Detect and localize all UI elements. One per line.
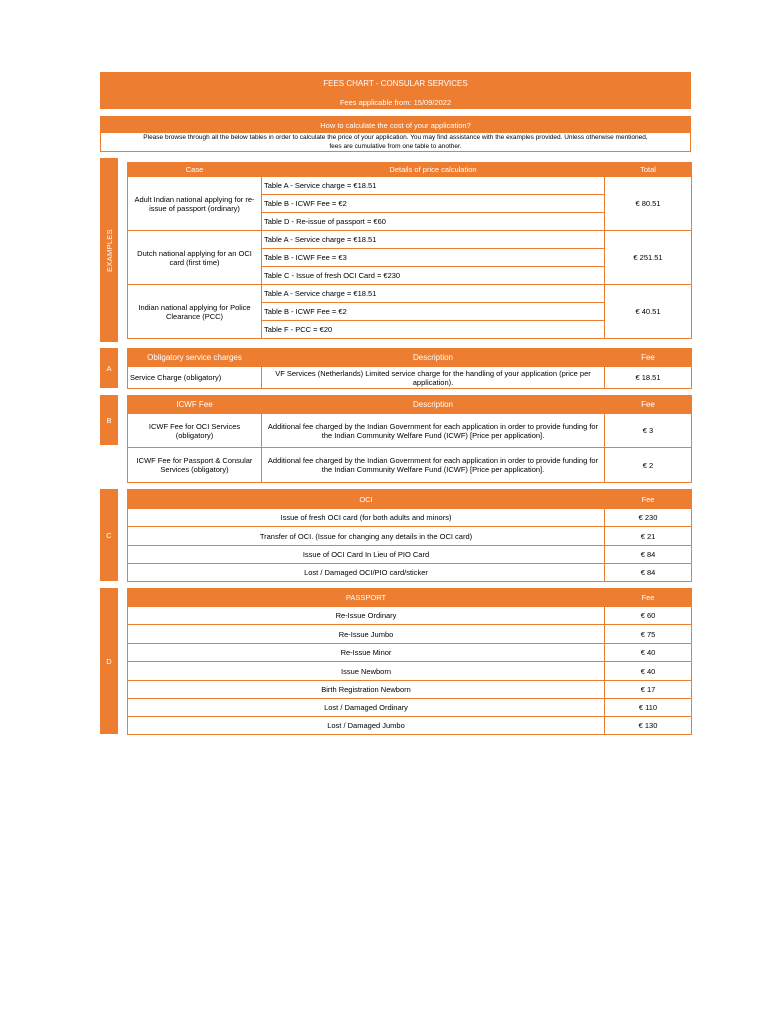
table-row (128, 546, 692, 564)
example-detail: Table A - Service charge = €18.51 (262, 231, 605, 249)
table-row (128, 625, 692, 644)
table-row (128, 607, 692, 625)
service-description: Additional fee charged by the Indian Government for each application in order to provide funding for the Indian Community Welfare Fund (ICWF) [Price per application]. (262, 414, 605, 448)
service-fee: € 110 (605, 699, 692, 717)
example-total: € 40.51 (605, 285, 692, 339)
table-d-header-fee: Fee (605, 589, 692, 607)
table-row (128, 231, 692, 249)
service-name: Transfer of OCI. (Issue for changing any details in the OCI card) (128, 527, 605, 546)
example-case: Adult Indian national applying for re-issue of passport (ordinary) (128, 177, 262, 231)
examples-table (127, 162, 692, 339)
table-b-header-name: ICWF Fee (128, 396, 262, 414)
service-fee: € 18.51 (605, 367, 692, 389)
service-fee: € 130 (605, 717, 692, 735)
howto-text-line1: Please browse through all the below tables in order to calculate the price of your application. You may find assistance with the examples provided. Unless otherwise mentioned, (143, 134, 648, 141)
service-fee: € 17 (605, 681, 692, 699)
table-d-side-label: D (100, 588, 118, 734)
table-row (128, 527, 692, 546)
table-row (128, 662, 692, 681)
service-name: Re-Issue Jumbo (128, 625, 605, 644)
service-name: Lost / Damaged Ordinary (128, 699, 605, 717)
examples-header-total: Total (605, 163, 692, 177)
table-row (128, 448, 692, 483)
example-detail: Table B - ICWF Fee = €2 (262, 303, 605, 321)
table-row (128, 177, 692, 195)
service-name: Lost / Damaged OCI/PIO card/sticker (128, 564, 605, 582)
service-name: Lost / Damaged Jumbo (128, 717, 605, 735)
examples-header-details: Details of price calculation (262, 163, 605, 177)
howto-text-line2: fees are cumulative from one table to another. (329, 142, 462, 150)
service-fee: € 230 (605, 509, 692, 527)
table-a (127, 348, 692, 389)
howto-title: How to calculate the cost of your application? (320, 121, 471, 130)
table-b-side-label: B (100, 395, 118, 445)
example-detail: Table C - Issue of fresh OCI Card = €230 (262, 267, 605, 285)
example-case: Dutch national applying for an OCI card (first time) (128, 231, 262, 285)
table-row (128, 717, 692, 735)
example-detail: Table D - Re-issue of passport = €60 (262, 213, 605, 231)
service-name: Birth Registration Newborn (128, 681, 605, 699)
service-fee: € 40 (605, 644, 692, 662)
service-name: ICWF Fee for Passport & Consular Services (obligatory) (128, 448, 262, 483)
service-fee: € 75 (605, 625, 692, 644)
service-fee: € 21 (605, 527, 692, 546)
service-description: VF Services (Netherlands) Limited service charge for the handling of your application (price per application). (262, 367, 605, 389)
service-fee: € 84 (605, 564, 692, 582)
table-row (128, 681, 692, 699)
service-name: Service Charge (obligatory) (128, 367, 262, 389)
service-name: ICWF Fee for OCI Services (obligatory) (128, 414, 262, 448)
service-name: Issue Newborn (128, 662, 605, 681)
service-fee: € 2 (605, 448, 692, 483)
table-c-side-label: C (100, 489, 118, 581)
howto-header (100, 116, 691, 132)
examples-header-case: Case (128, 163, 262, 177)
table-c (127, 489, 692, 582)
page-title: FEES CHART - CONSULAR SERVICES (323, 79, 468, 88)
table-row (128, 367, 692, 389)
service-name: Re-Issue Minor (128, 644, 605, 662)
example-case: Indian national applying for Police Clearance (PCC) (128, 285, 262, 339)
table-row (128, 699, 692, 717)
title-banner (100, 72, 691, 109)
example-total: € 80.51 (605, 177, 692, 231)
table-c-header-fee: Fee (605, 490, 692, 509)
table-row (128, 644, 692, 662)
table-a-header-name: Obligatory service charges (128, 349, 262, 367)
howto-text-box (100, 132, 691, 152)
example-total: € 251.51 (605, 231, 692, 285)
table-b (127, 395, 692, 483)
service-fee: € 84 (605, 546, 692, 564)
table-a-side-label: A (100, 348, 118, 388)
service-name: Re-Issue Ordinary (128, 607, 605, 625)
table-d (127, 588, 692, 735)
service-fee: € 3 (605, 414, 692, 448)
service-name: Issue of OCI Card In Lieu of PIO Card (128, 546, 605, 564)
table-b-header-description: Description (262, 396, 605, 414)
table-d-header-service: PASSPORT (128, 589, 605, 607)
example-detail: Table A - Service charge = €18.51 (262, 177, 605, 195)
example-detail: Table F - PCC = €20 (262, 321, 605, 339)
service-name: Issue of fresh OCI card (for both adults and minors) (128, 509, 605, 527)
table-row (128, 564, 692, 582)
table-c-header-service: OCI (128, 490, 605, 509)
table-row (128, 509, 692, 527)
table-row (128, 285, 692, 303)
table-row (128, 414, 692, 448)
page-subtitle: Fees applicable from: 15/09/2022 (339, 98, 452, 107)
service-fee: € 40 (605, 662, 692, 681)
table-a-header-description: Description (262, 349, 605, 367)
table-a-header-fee: Fee (605, 349, 692, 367)
service-fee: € 60 (605, 607, 692, 625)
examples-side-label: EXAMPLES (100, 158, 118, 342)
table-b-header-fee: Fee (605, 396, 692, 414)
example-detail: Table B - ICWF Fee = €3 (262, 249, 605, 267)
service-description: Additional fee charged by the Indian Government for each application in order to provide funding for the Indian Community Welfare Fund (ICWF) [Price per application]. (262, 448, 605, 483)
example-detail: Table B - ICWF Fee = €2 (262, 195, 605, 213)
example-detail: Table A - Service charge = €18.51 (262, 285, 605, 303)
